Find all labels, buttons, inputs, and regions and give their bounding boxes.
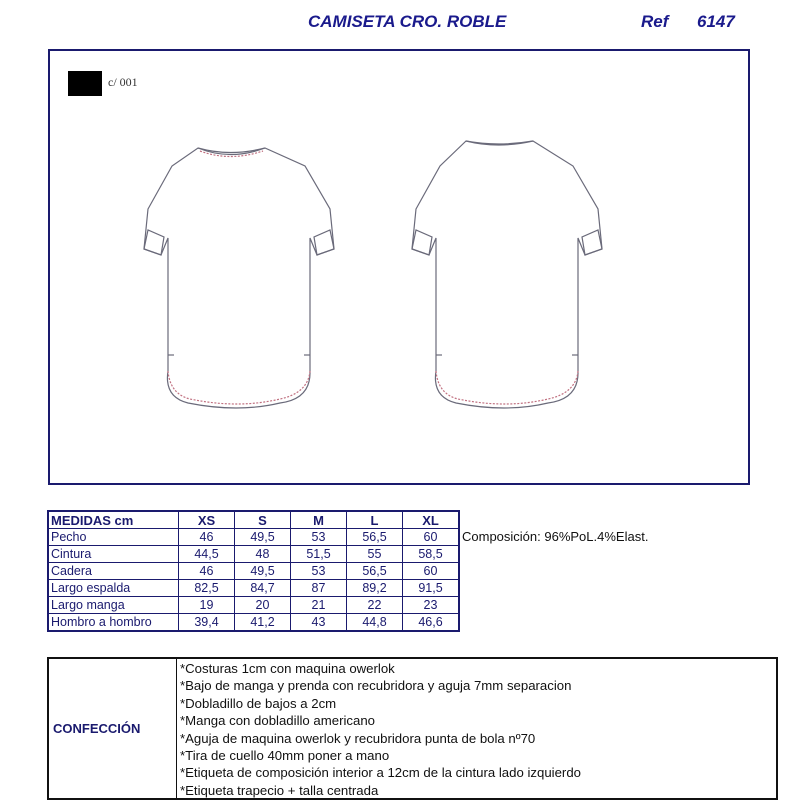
table-row — [48, 563, 459, 580]
confeccion-box — [47, 657, 778, 800]
table-row — [48, 546, 459, 563]
list-item: *Aguja de maquina owerlok y recubridora punta de bola nº70 — [180, 730, 536, 746]
technical-drawing-frame — [48, 49, 750, 485]
table-cell: 60 — [403, 563, 460, 580]
table-header-label: MEDIDAS cm — [48, 511, 179, 529]
table-cell: 56,5 — [347, 563, 403, 580]
size-header: XS — [179, 511, 235, 529]
table-cell: 53 — [291, 529, 347, 546]
ref-value: 6147 — [697, 12, 735, 31]
table-cell: 84,7 — [235, 580, 291, 597]
table-header-row — [48, 511, 459, 529]
color-swatch — [68, 71, 102, 96]
row-label: Cintura — [48, 546, 179, 563]
table-row — [48, 614, 459, 632]
table-cell: 22 — [347, 597, 403, 614]
row-label: Largo espalda — [48, 580, 179, 597]
ref-label: Ref — [641, 12, 669, 31]
table-row — [48, 580, 459, 597]
row-label: Largo manga — [48, 597, 179, 614]
table-cell: 44,5 — [179, 546, 235, 563]
table-cell: 46,6 — [403, 614, 460, 632]
list-item: *Etiqueta trapecio + talla centrada — [180, 782, 379, 798]
size-header: M — [291, 511, 347, 529]
page-title: CAMISETA CRO. ROBLE — [308, 12, 507, 31]
measurements-table — [47, 510, 460, 632]
list-item: *Etiqueta de composición interior a 12cm de la cintura lado izquierdo — [180, 765, 581, 781]
table-cell: 89,2 — [347, 580, 403, 597]
table-cell: 48 — [235, 546, 291, 563]
row-label: Pecho — [48, 529, 179, 546]
table-cell: 91,5 — [403, 580, 460, 597]
size-header: XL — [403, 511, 460, 529]
shirt-front-view — [130, 131, 370, 431]
table-cell: 44,8 — [347, 614, 403, 632]
table-cell: 60 — [403, 529, 460, 546]
table-cell: 19 — [179, 597, 235, 614]
table-cell: 20 — [235, 597, 291, 614]
table-cell: 82,5 — [179, 580, 235, 597]
table-row — [48, 529, 459, 546]
table-cell: 58,5 — [403, 546, 460, 563]
size-header: L — [347, 511, 403, 529]
list-item: *Costuras 1cm con maquina owerlok — [180, 661, 395, 676]
table-cell: 46 — [179, 529, 235, 546]
confeccion-list — [180, 660, 581, 799]
table-cell: 56,5 — [347, 529, 403, 546]
table-cell: 87 — [291, 580, 347, 597]
list-item: *Manga con dobladillo americano — [180, 713, 376, 729]
table-row — [48, 597, 459, 614]
list-item: *Dobladillo de bajos a 2cm — [180, 695, 337, 711]
table-cell: 23 — [403, 597, 460, 614]
table-cell: 46 — [179, 563, 235, 580]
confeccion-label: CONFECCIÓN — [49, 659, 177, 798]
size-header: S — [235, 511, 291, 529]
row-label: Hombro a hombro — [48, 614, 179, 632]
composition-text: Composición: 96%PoL.4%Elast. — [462, 529, 649, 544]
color-code-label: c/ 001 — [108, 75, 138, 89]
table-cell: 41,2 — [235, 614, 291, 632]
table-cell: 49,5 — [235, 529, 291, 546]
table-cell: 53 — [291, 563, 347, 580]
list-item: *Bajo de manga y prenda con recubridora y aguja 7mm separacion — [180, 678, 572, 694]
table-cell: 43 — [291, 614, 347, 632]
table-cell: 49,5 — [235, 563, 291, 580]
table-cell: 55 — [347, 546, 403, 563]
row-label: Cadera — [48, 563, 179, 580]
table-cell: 21 — [291, 597, 347, 614]
table-cell: 39,4 — [179, 614, 235, 632]
shirt-back-view — [398, 131, 638, 431]
list-item: *Tira de cuello 40mm poner a mano — [180, 748, 390, 764]
table-cell: 51,5 — [291, 546, 347, 563]
